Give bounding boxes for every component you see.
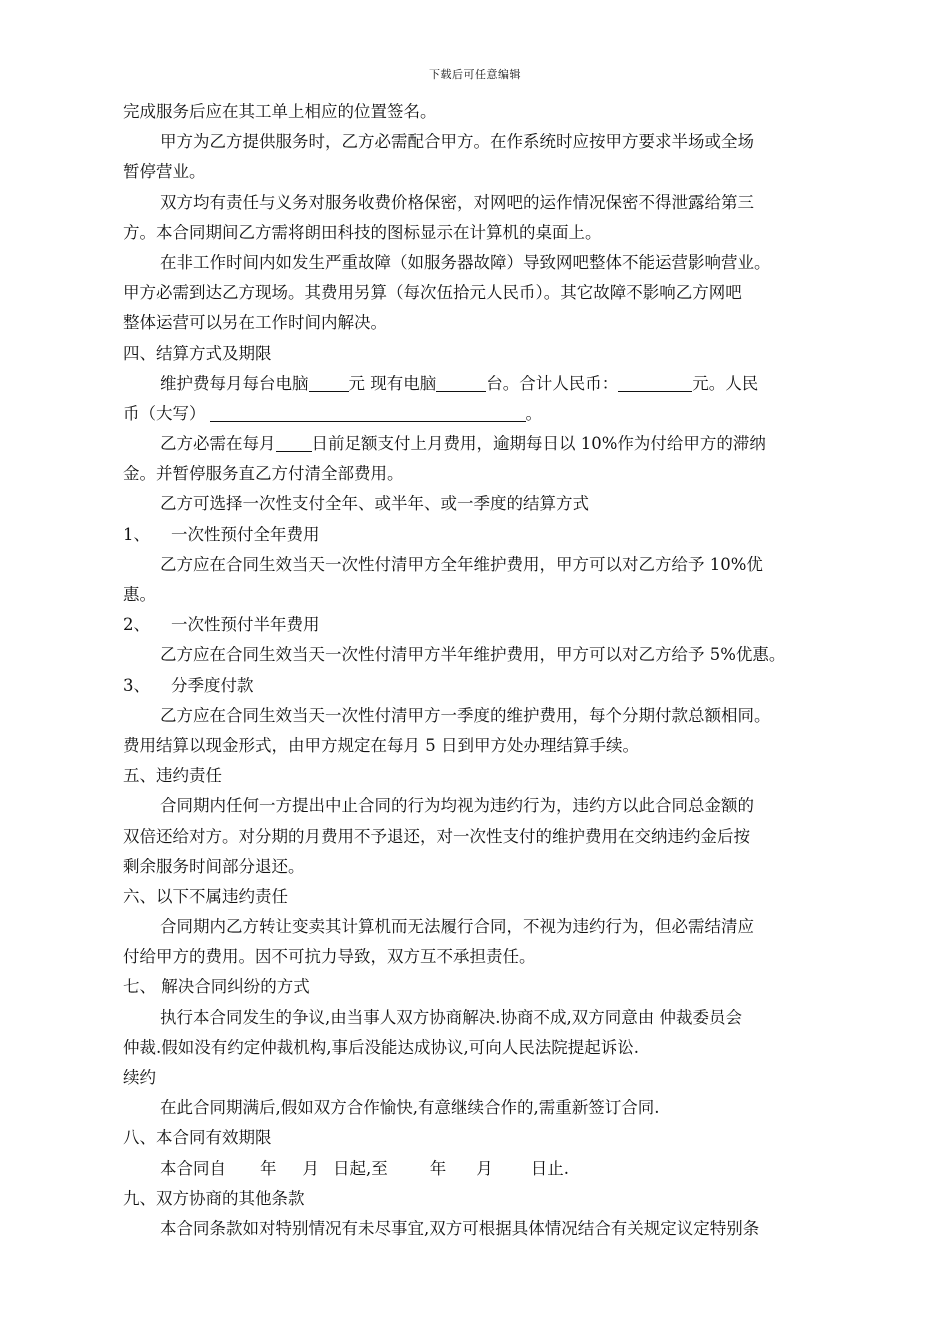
fee-line (123, 369, 863, 399)
paragraph-line: 剩余服务时间部分退还。 (123, 856, 305, 876)
option-heading (123, 520, 863, 550)
fee-text: 币（大写） (123, 403, 206, 423)
fee-text: 。 (525, 403, 542, 423)
term-text: 年 (429, 1158, 447, 1178)
paragraph-line: 乙方应在合同生效当天一次性付清甲方一季度的维护费用，每个分期付款总额相同。 (160, 705, 771, 725)
paragraph-line: 方。本合同期间乙方需将朗田科技的图标显示在计算机的桌面上。 (123, 222, 602, 242)
section-heading: 七、 解决合同纠纷的方式 (123, 977, 310, 997)
section-heading: 八、本合同有效期限 (123, 1128, 272, 1148)
option-number: 1、 (123, 524, 150, 544)
paragraph-line: 乙方应在合同生效当天一次性付清甲方全年维护费用，甲方可以对乙方给予 10%优 (160, 554, 763, 574)
option-title: 一次性预付半年费用 (171, 615, 320, 635)
option-title: 分季度付款 (171, 675, 254, 695)
option-number: 2、 (123, 615, 150, 635)
option-title: 一次性预付全年费用 (171, 524, 320, 544)
paragraph-line: 乙方可选择一次性支付全年、或半年、或一季度的结算方式 (160, 494, 589, 514)
payment-text: 乙方必需在每月 (160, 434, 276, 454)
section-heading: 九、双方协商的其他条款 (123, 1188, 305, 1208)
fee-text: 台。合计人民币： (486, 373, 619, 393)
section-heading: 续约 (123, 1068, 156, 1087)
blank-field (210, 403, 526, 422)
blank-field (436, 373, 486, 392)
fee-line (123, 399, 863, 429)
term-text: 月 (302, 1158, 319, 1178)
fee-text: 元。人民 (692, 373, 759, 393)
paragraph-line: 在此合同期满后,假如双方合作愉快,有意继续合作的,需重新签订合同. (160, 1098, 660, 1118)
paragraph-line: 合同期内乙方转让变卖其计算机而无法履行合同，不视为违约行为，但必需结清应 (160, 917, 754, 937)
paragraph-line: 合同期内任何一方提出中止合同的行为均视为违约行为，违约方以此合同总金额的 (160, 796, 754, 816)
section-heading: 五、违约责任 (123, 766, 222, 786)
paragraph-line: 甲方为乙方提供服务时，乙方必需配合甲方。在作系统时应按甲方要求半场或全场 (160, 132, 754, 152)
paragraph-line: 完成服务后应在其工单上相应的位置签名。 (123, 102, 437, 121)
page-header: 下载后可任意编辑 (429, 68, 521, 81)
section-heading: 四、结算方式及期限 (123, 343, 272, 363)
blank-field (309, 373, 349, 392)
term-text: 年 (260, 1158, 277, 1178)
paragraph-line: 费用结算以现金形式，由甲方规定在每月 5 日到甲方处办理结算手续。 (123, 735, 639, 755)
term-text: 日止. (530, 1158, 569, 1178)
fee-text: 维护费每月每台电脑 (160, 373, 309, 393)
payment-line (123, 429, 863, 459)
section-heading: 六、以下不属违约责任 (123, 886, 288, 906)
term-line (123, 1154, 863, 1184)
paragraph-line: 双方均有责任与义务对服务收费价格保密，对网吧的运作情况保密不得泄露给第三 (160, 192, 754, 212)
term-text: 本合同自 (160, 1158, 226, 1178)
paragraph-line: 仲裁.假如没有约定仲裁机构,事后没能达成协议,可向人民法院提起诉讼. (123, 1037, 639, 1057)
term-text: 日起,至 (333, 1158, 388, 1178)
paragraph-line: 甲方必需到达乙方现场。其费用另算（每次伍拾元人民币）。其它故障不影响乙方网吧 (123, 283, 742, 303)
paragraph-line: 在非工作时间内如发生严重故障（如服务器故障）导致网吧整体不能运营影响营业。 (160, 252, 771, 272)
paragraph-line: 执行本合同发生的争议,由当事人双方协商解决.协商不成,双方同意由 仲裁委员会 (160, 1007, 742, 1027)
term-text: 月 (476, 1158, 493, 1178)
payment-text: 日前足额支付上月费用，逾期每日以 10%作为付给甲方的滞纳 (311, 434, 766, 454)
fee-text: 元 现有电脑 (348, 373, 437, 393)
option-heading (123, 671, 863, 701)
paragraph-line: 暂停营业。 (123, 162, 206, 182)
option-heading (123, 610, 863, 640)
paragraph-line: 金。并暂停服务直乙方付清全部费用。 (123, 464, 404, 484)
blank-field (276, 433, 312, 452)
paragraph-line: 乙方应在合同生效当天一次性付清甲方半年维护费用，甲方可以对乙方给予 5%优惠。 (160, 645, 786, 665)
paragraph-line: 整体运营可以另在工作时间内解决。 (123, 313, 387, 333)
blank-field (618, 373, 692, 392)
paragraph-line: 双倍还给对方。对分期的月费用不予退还，对一次性支付的维护费用在交纳违约金后按 (123, 826, 750, 846)
contract-body (123, 97, 863, 1244)
paragraph-line: 惠。 (123, 585, 156, 604)
paragraph-line: 付给甲方的费用。因不可抗力导致，双方互不承担责任。 (123, 947, 536, 967)
option-number: 3、 (123, 675, 150, 695)
paragraph-line: 本合同条款如对特别情况有未尽事宜,双方可根据具体情况结合有关规定议定特别条 (160, 1218, 760, 1238)
